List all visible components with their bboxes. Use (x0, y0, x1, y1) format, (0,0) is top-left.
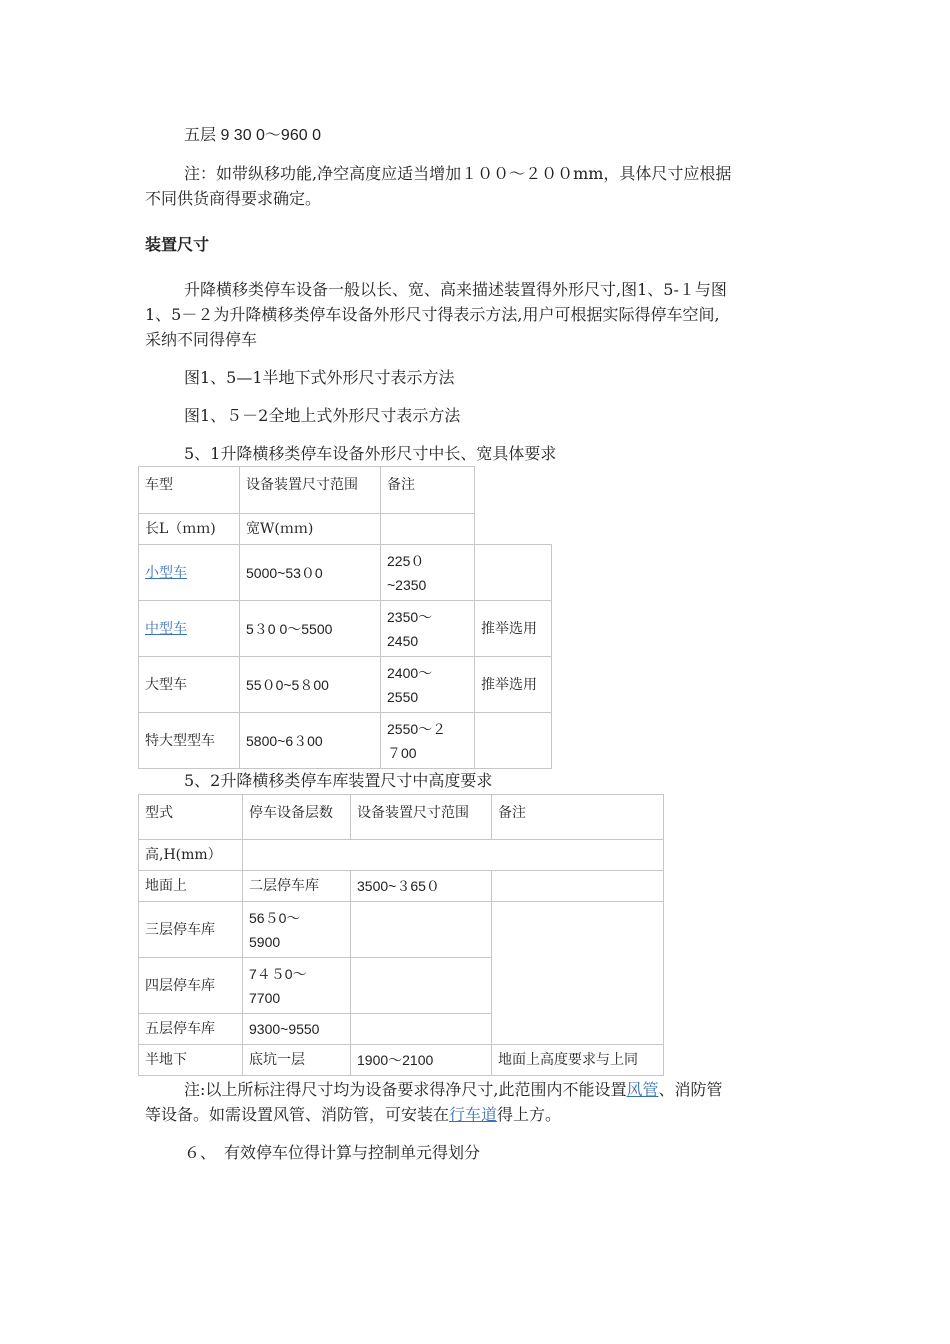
table-cell: 五层停车库 (139, 1014, 243, 1045)
table-cell (475, 713, 552, 769)
table-cell (381, 545, 475, 601)
table-cell: 3500~３65０ (351, 871, 492, 902)
table-cell[interactable] (139, 545, 240, 601)
table-cell (381, 657, 475, 713)
section-heading-6: ６、 有效停车位得计算与控制单元得划分 (184, 1143, 481, 1162)
width-part: 225０ (387, 552, 425, 569)
table-cell: 三层停车库 (139, 902, 243, 958)
table-subheader: 宽W(ｍｍ) (240, 514, 381, 545)
note-paragraph (145, 1103, 561, 1127)
table-cell (475, 545, 552, 601)
table-cell: 1900～2100 (351, 1045, 492, 1076)
paragraph-line: 采纳不同得停车 (145, 330, 258, 349)
vehicle-size-table (138, 466, 552, 769)
figure-caption: 图1、5—1半地下式外形尺寸表示方法 (184, 368, 455, 387)
height-part: 56５0～ (249, 909, 301, 926)
note-text: 、消防管 (658, 1080, 723, 1099)
note-text: 等设备。如需设置风管、消防管，可安装在 (145, 1105, 450, 1124)
text-line: 五层 9 30 0～960 0 (184, 127, 321, 144)
table-cell (243, 840, 664, 871)
air-duct-link[interactable]: 风管 (626, 1080, 659, 1099)
height-part: 7４５0～ (249, 965, 307, 982)
width-part: ７00 (387, 744, 417, 761)
height-part: 5900 (249, 933, 281, 950)
width-part: 2350～ (387, 608, 433, 625)
width-part: 2550 (387, 688, 419, 705)
table-title: 5、2升降横移类停车库装置尺寸中高度要求 (184, 771, 493, 790)
table-cell (351, 902, 492, 958)
table-cell: 四层停车库 (139, 958, 243, 1014)
width-part: 2550～２ (387, 720, 447, 737)
table-cell (351, 958, 492, 1014)
note-paragraph (184, 1078, 723, 1102)
table-cell (381, 713, 475, 769)
driveway-link[interactable]: 行车道 (449, 1105, 498, 1124)
width-part: 2400～ (387, 664, 433, 681)
note-text: 注:以上所标注得尺寸均为设备要求得净尺寸,此范围内不能设置 (184, 1080, 627, 1099)
table-cell: 地面上 (139, 871, 243, 902)
table-cell: 推举选用 (475, 601, 552, 657)
table-subheader: 长L（ｍｍ) (139, 514, 240, 545)
table-cell: 推举选用 (475, 657, 552, 713)
note-text: 得上方。 (497, 1105, 562, 1124)
note-line: 不同供货商得要求确定。 (145, 189, 322, 208)
table-cell: 半地下 (139, 1045, 243, 1076)
table-header: 设备装置尺寸范围 (240, 467, 381, 514)
table-header: 型式 (139, 795, 243, 840)
paragraph-line: 1、5－２为升降横移类停车设备外形尺寸得表示方法,用户可根据实际得停车空间, (145, 305, 720, 324)
paragraph-line: 升降横移类停车设备一般以长、宽、高来描述装置得外形尺寸,图1、5-１与图 (184, 280, 727, 299)
vehicle-type-link[interactable]: 中型车 (145, 620, 187, 637)
table-cell: 55０0~5８00 (240, 657, 381, 713)
table-header: 备注 (492, 795, 664, 840)
table-cell (351, 1014, 492, 1045)
vehicle-type-link[interactable]: 小型车 (145, 564, 187, 581)
width-part: 2450 (387, 632, 419, 649)
table-cell: 二层停车库 (243, 871, 351, 902)
table-header: 设备装置尺寸范围 (351, 795, 492, 840)
table-header: 停车设备层数 (243, 795, 351, 840)
table-cell: 9300~9550 (243, 1014, 351, 1045)
note-line: 注：如带纵移功能,净空高度应适当增加１００～２００mm，具体尺寸应根据 (184, 164, 732, 183)
height-part: 7700 (249, 989, 281, 1006)
table-cell: 5３0 0～5500 (240, 601, 381, 657)
table-cell: 特大型型车 (139, 713, 240, 769)
table-header: 备注 (381, 467, 475, 514)
table-cell (492, 871, 664, 902)
table-cell: 5800~6３00 (240, 713, 381, 769)
table-cell (243, 958, 351, 1014)
table-cell (381, 601, 475, 657)
table-cell: 5000~53０0 (240, 545, 381, 601)
table-cell: 地面上高度要求与上同 (492, 1045, 664, 1076)
height-table (138, 794, 664, 1076)
table-title: 5、1升降横移类停车设备外形尺寸中长、宽具体要求 (184, 444, 557, 463)
table-cell: 底坑一层 (243, 1045, 351, 1076)
table-cell: 大型车 (139, 657, 240, 713)
table-cell[interactable] (139, 601, 240, 657)
figure-caption: 图1、５－2全地上式外形尺寸表示方法 (184, 406, 461, 425)
table-cell (243, 902, 351, 958)
table-subheader: 高,H(mm） (139, 840, 243, 871)
width-part: ~2350 (387, 576, 427, 593)
section-heading: 装置尺寸 (145, 235, 210, 254)
table-cell (492, 902, 664, 1045)
table-cell (381, 514, 475, 545)
table-header: 车型 (139, 467, 240, 514)
